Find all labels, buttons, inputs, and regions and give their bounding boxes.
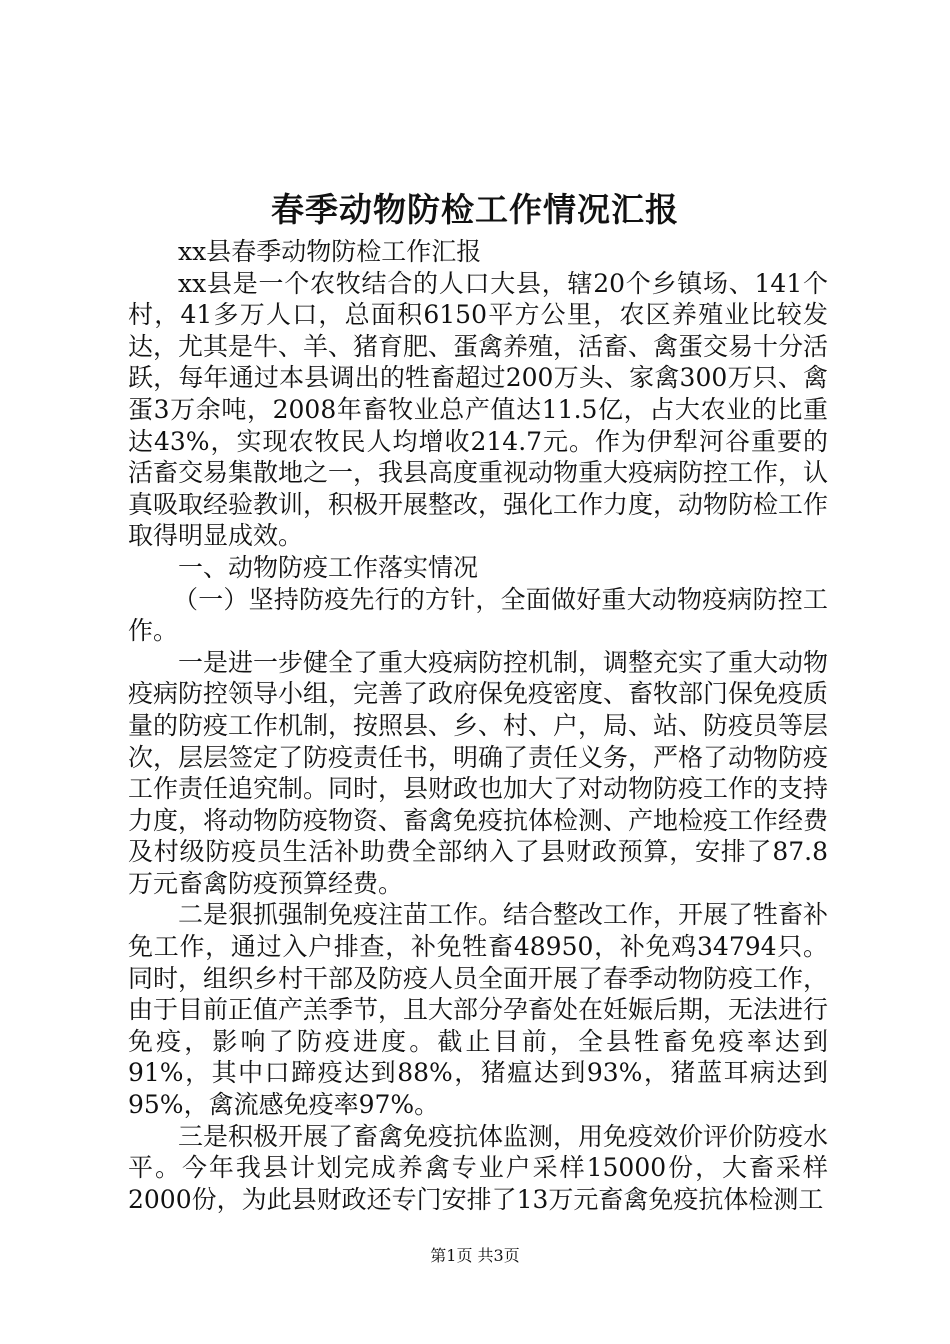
paragraph-heading: xx县春季动物防检工作汇报 [178,237,482,266]
subsection-heading: （一）坚持防疫先行的方针，全面做好重大动物疫病防控工作。 [128,584,828,646]
paragraph-point-3: 三是积极开展了畜禽免疫抗体监测，用免疫效价评价防疫水平。今年我县计划完成养禽专业户采样15000份，大畜采样2000份，为此县财政还专门安排了13万元畜禽免疫抗体检测工 [128,1121,829,1214]
paragraph-point-2: 二是狠抓强制免疫注苗工作。结合整改工作，开展了牲畜补免工作，通过入户排查，补免牲畜48950，补免鸡34794只。同时，组织乡村干部及防疫人员全面开展了春季动物防疫工作，由于目前正值产羔季节，且大部分孕畜处在妊娠后期，无法进行免疫，影响了防疫进度。截止目前，全县牲畜免疫率达到91%，其中口蹄疫达到88%，猪瘟达到93%，猪蓝耳病达到95%，禽流感免疫率97%。 [128,900,829,1120]
paragraph-intro: xx县是一个农牧结合的人口大县，辖20个乡镇场、141个村，41多万人口，总面积6150平方公里，农区养殖业比较发达，尤其是牛、羊、猪育肥、蛋禽养殖，活畜、禽蛋交易十分活跃，每年通过本县调出的牲畜超过200万头、家禽300万只、禽蛋3万余吨，2008年畜牧业总产值达11.5亿，占大农业的比重达43%，实现农牧民人均增收214.7元。作为伊犁河谷重要的活畜交易集散地之一，我县高度重视动物重大疫病防控工作，认真吸取经验教训，积极开展整改，强化工作力度，动物防检工作取得明显成效。 [128,268,829,551]
paragraph-point-1: 一是进一步健全了重大疫病防控机制，调整充实了重大动物疫病防控领导小组，完善了政府保免疫密度、畜牧部门保免疫质量的防疫工作机制，按照县、乡、村、户，局、站、防疫员等层次，层层签定了防疫责任书，明确了责任义务，严格了动物防疫工作责任追究制。同时，县财政也加大了对动物防疫工作的支持力度，将动物防疫物资、畜禽免疫抗体检测、产地检疫工作经费及村级防疫员生活补助费全部纳入了县财政预算，安排了87.8万元畜禽防疫预算经费。 [128,647,829,898]
section-heading: 一、动物防疫工作落实情况 [178,552,479,582]
page-footer: 第1页 共3页 [430,1246,520,1265]
document-title: 春季动物防检工作情况汇报 [271,190,679,229]
document-body [128,236,828,1215]
